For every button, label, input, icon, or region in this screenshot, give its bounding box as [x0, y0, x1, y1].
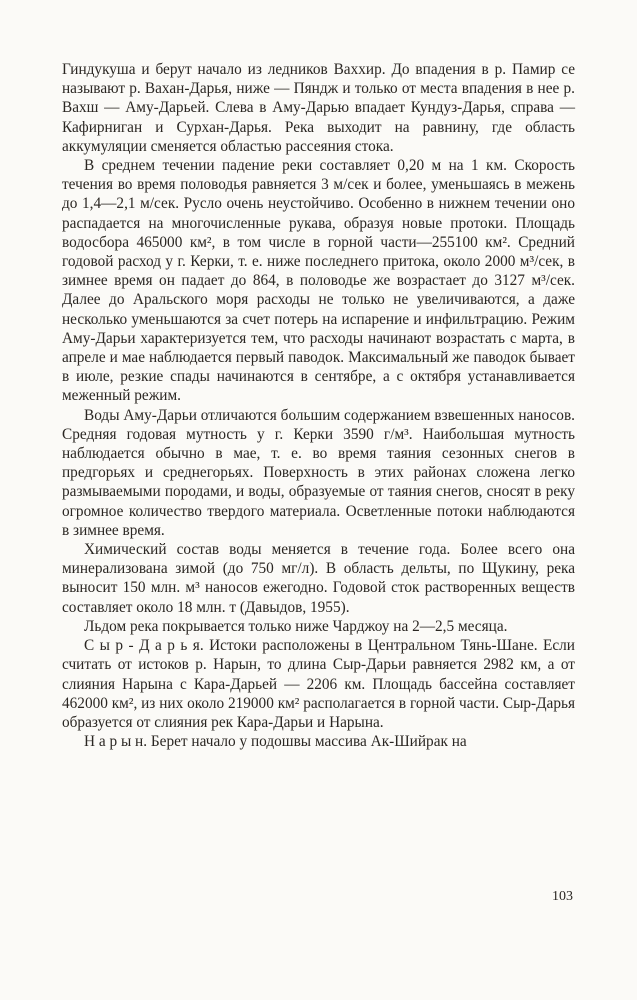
page-number: 103 — [552, 889, 573, 904]
paragraph-amu-darya-chemistry: Химический состав воды меняется в течение года. Более всего она минерализована зимой (до 750 мг/л). В область дельты, по Щукину, река выносит 150 млн. м³ наносов ежегодно. Годовой сток растворенных веществ составляет около 18 млн. т (Давыдов, 1955). — [62, 541, 575, 616]
paragraph-amu-darya-origin: Гиндукуша и берут начало из ледников Ваххир. До впадения в р. Памир се называют р. Вахан-Дарья, ниже — Пяндж и только от места впадения в нее р. Вахш — Аму-Дарьей. Слева в Аму-Дарью впадает Кундуз-Дарья, справа — Кафирниган и Сурхан-Дарья. Река выходит на равнину, где область аккумуляции сменяется областью рассеяния стока. — [62, 61, 575, 155]
paragraph-amu-darya-flow: В среднем течении падение реки составляет 0,20 м на 1 км. Скорость течения во время половодья равняется 3 м/сек и более, уменьшаясь в межень до 1,4—2,1 м/сек. Русло очень неустойчиво. Особенно в нижнем течении оно распадается на многочисленные рукава, образуя новые протоки. Площадь водосбора 465000 км², в том числе в горной части—255100 км². Средний годовой расход у г. Керки, т. е. ниже последнего притока, около 2000 м³/сек, в зимнее время он падает до 864, в половодье же возрастает до 3127 м³/сек. Далее до Аральского моря расходы не только не увеличиваются, а даже несколько уменьшаются за счет потерь на испарение и инфильтрацию. Режим Аму-Дарьи характеризуется тем, что расходы начинают возрастать с марта, в апреле и мае наблюдается первый паводок. Максимальный же паводок бывает в июле, резкие спады начинаются в сентябре, а с октября устанавливается меженный режим. — [62, 157, 575, 405]
paragraph-naryn: Н а р ы н. Берет начало у подошвы массива Ак-Шийрак на — [84, 733, 467, 751]
body-text — [62, 60, 575, 751]
paragraph-amu-darya-ice: Льдом река покрывается только ниже Чарджоу на 2—2,5 месяца. — [84, 617, 508, 635]
paragraph-amu-darya-sediment: Воды Аму-Дарьи отличаются большим содержанием взвешенных наносов. Средняя годовая мутность у г. Керки 3590 г/м³. Наибольшая мутность наблюдается обычно в мае, т. е. во время таяния сезонных снегов в предгорьях и среднегорьях. Поверхность в этих районах сложена легко размываемыми породами, и воды, образуемые от таяния снегов, сносят в реку огромное количество твердого материала. Осветленные потоки наблюдаются в зимнее время. — [62, 406, 575, 539]
paragraph-syr-darya: С ы р - Д а р ь я. Истоки расположены в Центральном Тянь-Шане. Если считать от истоков р. Нарын, то длина Сыр-Дарьи равняется 2982 км, а от слияния Нарына с Кара-Дарьей — 2206 км. Площадь бассейна составляет 462000 км², из них около 219000 км² располагается в горной части. Сыр-Дарья образуется от слияния рек Кара-Дарьи и Нарына. — [62, 637, 575, 731]
